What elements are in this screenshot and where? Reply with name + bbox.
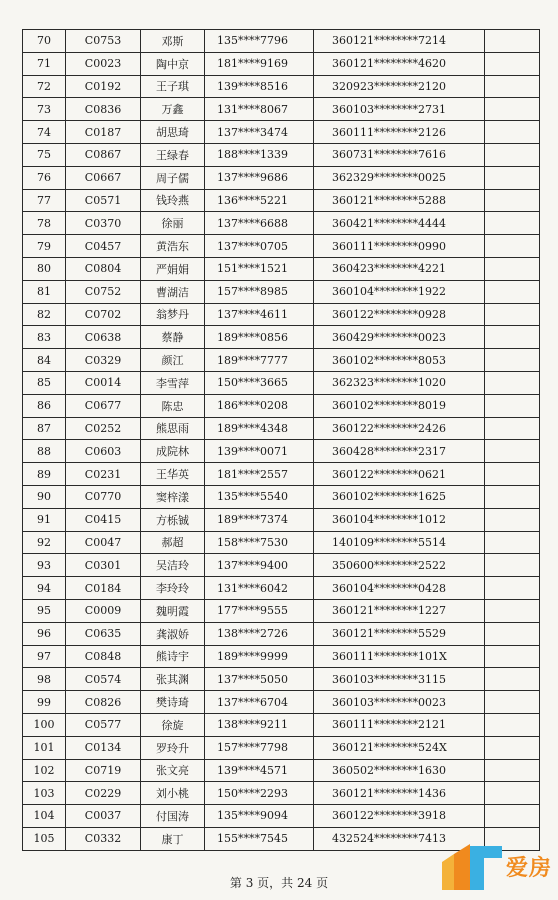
table-row xyxy=(23,52,540,75)
phone-number: 181****9169 xyxy=(205,52,314,75)
id-number: 360102********8019 xyxy=(314,394,485,417)
phone-number: 137****6704 xyxy=(205,691,314,714)
id-number: 360103********3115 xyxy=(314,668,485,691)
applicant-code: C0667 xyxy=(66,166,141,189)
house-logo-icon xyxy=(440,840,504,892)
phone-number: 150****3665 xyxy=(205,371,314,394)
applicant-code: C0719 xyxy=(66,759,141,782)
applicant-name: 成院林 xyxy=(141,440,205,463)
table-row xyxy=(23,645,540,668)
applicant-name: 万鑫 xyxy=(141,98,205,121)
table-row xyxy=(23,713,540,736)
empty-cell xyxy=(485,577,540,600)
applicant-name: 严娟娟 xyxy=(141,257,205,280)
empty-cell xyxy=(485,212,540,235)
id-number: 360423********4221 xyxy=(314,257,485,280)
id-number: 360103********0023 xyxy=(314,691,485,714)
applicant-table xyxy=(22,29,540,851)
row-number: 93 xyxy=(23,554,66,577)
table-row xyxy=(23,30,540,53)
applicant-name: 蔡静 xyxy=(141,326,205,349)
row-number: 102 xyxy=(23,759,66,782)
table-row xyxy=(23,235,540,258)
table-row xyxy=(23,394,540,417)
table-row xyxy=(23,691,540,714)
id-number: 360121********5529 xyxy=(314,622,485,645)
applicant-code: C0753 xyxy=(66,30,141,53)
empty-cell xyxy=(485,143,540,166)
id-number: 360104********1922 xyxy=(314,280,485,303)
row-number: 83 xyxy=(23,326,66,349)
empty-cell xyxy=(485,440,540,463)
applicant-name: 陶中京 xyxy=(141,52,205,75)
empty-cell xyxy=(485,531,540,554)
page-footer: 第 3 页，共 24 页 xyxy=(229,876,329,890)
empty-cell xyxy=(485,782,540,805)
empty-cell xyxy=(485,645,540,668)
phone-number: 189****0856 xyxy=(205,326,314,349)
row-number: 104 xyxy=(23,805,66,828)
empty-cell xyxy=(485,417,540,440)
row-number: 73 xyxy=(23,98,66,121)
phone-number: 135****7796 xyxy=(205,30,314,53)
phone-number: 138****9211 xyxy=(205,713,314,736)
table-row xyxy=(23,440,540,463)
empty-cell xyxy=(485,691,540,714)
empty-cell xyxy=(485,98,540,121)
applicant-name: 黄浩东 xyxy=(141,235,205,258)
empty-cell xyxy=(485,759,540,782)
table-row xyxy=(23,599,540,622)
empty-cell xyxy=(485,668,540,691)
id-number: 360111********0990 xyxy=(314,235,485,258)
id-number: 360121********5288 xyxy=(314,189,485,212)
empty-cell xyxy=(485,75,540,98)
applicant-code: C0332 xyxy=(66,827,141,850)
table-row xyxy=(23,326,540,349)
phone-number: 138****2726 xyxy=(205,622,314,645)
applicant-code: C0415 xyxy=(66,508,141,531)
applicant-name: 康丁 xyxy=(141,827,205,850)
row-number: 103 xyxy=(23,782,66,805)
applicant-code: C0014 xyxy=(66,371,141,394)
phone-number: 157****7798 xyxy=(205,736,314,759)
applicant-name: 窦梓漾 xyxy=(141,485,205,508)
table-row xyxy=(23,759,540,782)
applicant-code: C0370 xyxy=(66,212,141,235)
applicant-name: 钱玲燕 xyxy=(141,189,205,212)
applicant-code: C0329 xyxy=(66,349,141,372)
row-number: 74 xyxy=(23,121,66,144)
applicant-name: 翁梦丹 xyxy=(141,303,205,326)
applicant-name: 徐旋 xyxy=(141,713,205,736)
applicant-code: C0134 xyxy=(66,736,141,759)
table-row xyxy=(23,508,540,531)
row-number: 89 xyxy=(23,463,66,486)
row-number: 78 xyxy=(23,212,66,235)
phone-number: 139****0071 xyxy=(205,440,314,463)
phone-number: 181****2557 xyxy=(205,463,314,486)
id-number: 360122********3918 xyxy=(314,805,485,828)
applicant-name: 周子儒 xyxy=(141,166,205,189)
id-number: 140109********5514 xyxy=(314,531,485,554)
applicant-name: 熊诗宇 xyxy=(141,645,205,668)
empty-cell xyxy=(485,599,540,622)
id-number: 360111********2121 xyxy=(314,713,485,736)
empty-cell xyxy=(485,235,540,258)
id-number: 360111********2126 xyxy=(314,121,485,144)
empty-cell xyxy=(485,508,540,531)
applicant-code: C0867 xyxy=(66,143,141,166)
row-number: 77 xyxy=(23,189,66,212)
id-number: 320923********2120 xyxy=(314,75,485,98)
row-number: 75 xyxy=(23,143,66,166)
phone-number: 137****3474 xyxy=(205,121,314,144)
applicant-code: C0571 xyxy=(66,189,141,212)
applicant-name: 樊诗琦 xyxy=(141,691,205,714)
applicant-name: 罗玲升 xyxy=(141,736,205,759)
id-number: 362323********1020 xyxy=(314,371,485,394)
applicant-name: 刘小桃 xyxy=(141,782,205,805)
table-row xyxy=(23,417,540,440)
empty-cell xyxy=(485,121,540,144)
row-number: 92 xyxy=(23,531,66,554)
applicant-name: 郝超 xyxy=(141,531,205,554)
table-row xyxy=(23,212,540,235)
row-number: 86 xyxy=(23,394,66,417)
table-row xyxy=(23,463,540,486)
applicant-code: C0037 xyxy=(66,805,141,828)
empty-cell xyxy=(485,326,540,349)
applicant-name: 吴洁玲 xyxy=(141,554,205,577)
row-number: 97 xyxy=(23,645,66,668)
id-number: 360122********0928 xyxy=(314,303,485,326)
id-number: 360104********1012 xyxy=(314,508,485,531)
applicant-name: 熊思雨 xyxy=(141,417,205,440)
row-number: 84 xyxy=(23,349,66,372)
row-number: 94 xyxy=(23,577,66,600)
table-row xyxy=(23,166,540,189)
id-number: 360421********4444 xyxy=(314,212,485,235)
empty-cell xyxy=(485,280,540,303)
phone-number: 189****4348 xyxy=(205,417,314,440)
applicant-code: C0635 xyxy=(66,622,141,645)
row-number: 70 xyxy=(23,30,66,53)
phone-number: 135****9094 xyxy=(205,805,314,828)
phone-number: 151****1521 xyxy=(205,257,314,280)
id-number: 360122********0621 xyxy=(314,463,485,486)
table-row xyxy=(23,668,540,691)
row-number: 76 xyxy=(23,166,66,189)
row-number: 101 xyxy=(23,736,66,759)
phone-number: 186****0208 xyxy=(205,394,314,417)
id-number: 360122********2426 xyxy=(314,417,485,440)
table-row xyxy=(23,121,540,144)
applicant-code: C0192 xyxy=(66,75,141,98)
phone-number: 188****1339 xyxy=(205,143,314,166)
empty-cell xyxy=(485,554,540,577)
applicant-name: 魏明霞 xyxy=(141,599,205,622)
id-number: 360121********524X xyxy=(314,736,485,759)
phone-number: 157****8985 xyxy=(205,280,314,303)
row-number: 99 xyxy=(23,691,66,714)
empty-cell xyxy=(485,463,540,486)
table-row xyxy=(23,805,540,828)
phone-number: 189****9999 xyxy=(205,645,314,668)
id-number: 360502********1630 xyxy=(314,759,485,782)
phone-number: 189****7777 xyxy=(205,349,314,372)
applicant-name: 张其渊 xyxy=(141,668,205,691)
applicant-code: C0187 xyxy=(66,121,141,144)
row-number: 98 xyxy=(23,668,66,691)
watermark-text: 爱房 xyxy=(505,855,552,881)
applicant-name: 颜江 xyxy=(141,349,205,372)
applicant-code: C0836 xyxy=(66,98,141,121)
applicant-name: 王绿春 xyxy=(141,143,205,166)
id-number: 360428********2317 xyxy=(314,440,485,463)
applicant-code: C0047 xyxy=(66,531,141,554)
applicant-code: C0577 xyxy=(66,713,141,736)
empty-cell xyxy=(485,166,540,189)
empty-cell xyxy=(485,394,540,417)
id-number: 360429********0023 xyxy=(314,326,485,349)
row-number: 88 xyxy=(23,440,66,463)
applicant-code: C0752 xyxy=(66,280,141,303)
phone-number: 131****8067 xyxy=(205,98,314,121)
row-number: 90 xyxy=(23,485,66,508)
table-row xyxy=(23,531,540,554)
id-number: 360121********4620 xyxy=(314,52,485,75)
applicant-code: C0457 xyxy=(66,235,141,258)
row-number: 91 xyxy=(23,508,66,531)
phone-number: 139****8516 xyxy=(205,75,314,98)
applicant-name: 张文亮 xyxy=(141,759,205,782)
table-row xyxy=(23,280,540,303)
applicant-code: C0638 xyxy=(66,326,141,349)
applicant-code: C0184 xyxy=(66,577,141,600)
id-number: 432524********7413 xyxy=(314,827,485,850)
applicant-code: C0252 xyxy=(66,417,141,440)
applicant-name: 陈忠 xyxy=(141,394,205,417)
applicant-name: 付国涛 xyxy=(141,805,205,828)
id-number: 360103********2731 xyxy=(314,98,485,121)
applicant-code: C0229 xyxy=(66,782,141,805)
applicant-name: 徐丽 xyxy=(141,212,205,235)
table-row xyxy=(23,782,540,805)
phone-number: 136****5221 xyxy=(205,189,314,212)
row-number: 95 xyxy=(23,599,66,622)
table-row xyxy=(23,554,540,577)
applicant-code: C0231 xyxy=(66,463,141,486)
row-number: 79 xyxy=(23,235,66,258)
id-number: 350600********2522 xyxy=(314,554,485,577)
id-number: 360121********1436 xyxy=(314,782,485,805)
table-row xyxy=(23,303,540,326)
empty-cell xyxy=(485,52,540,75)
phone-number: 137****4611 xyxy=(205,303,314,326)
applicant-code: C0804 xyxy=(66,257,141,280)
empty-cell xyxy=(485,189,540,212)
empty-cell xyxy=(485,713,540,736)
phone-number: 189****7374 xyxy=(205,508,314,531)
id-number: 360731********7616 xyxy=(314,143,485,166)
empty-cell xyxy=(485,622,540,645)
empty-cell xyxy=(485,257,540,280)
phone-number: 137****6688 xyxy=(205,212,314,235)
empty-cell xyxy=(485,303,540,326)
phone-number: 177****9555 xyxy=(205,599,314,622)
applicant-name: 曹湖洁 xyxy=(141,280,205,303)
row-number: 85 xyxy=(23,371,66,394)
applicant-name: 方栎铖 xyxy=(141,508,205,531)
row-number: 100 xyxy=(23,713,66,736)
applicant-code: C0677 xyxy=(66,394,141,417)
watermark xyxy=(440,840,552,892)
id-number: 362329********0025 xyxy=(314,166,485,189)
id-number: 360102********1625 xyxy=(314,485,485,508)
phone-number: 137****0705 xyxy=(205,235,314,258)
id-number: 360111********101X xyxy=(314,645,485,668)
phone-number: 150****2293 xyxy=(205,782,314,805)
id-number: 360104********0428 xyxy=(314,577,485,600)
phone-number: 135****5540 xyxy=(205,485,314,508)
row-number: 105 xyxy=(23,827,66,850)
applicant-code: C0574 xyxy=(66,668,141,691)
row-number: 80 xyxy=(23,257,66,280)
table-row xyxy=(23,622,540,645)
applicant-code: C0770 xyxy=(66,485,141,508)
empty-cell xyxy=(485,371,540,394)
table-row xyxy=(23,257,540,280)
phone-number: 131****6042 xyxy=(205,577,314,600)
applicant-name: 龚淑娇 xyxy=(141,622,205,645)
phone-number: 137****9686 xyxy=(205,166,314,189)
id-number: 360121********1227 xyxy=(314,599,485,622)
table-row xyxy=(23,189,540,212)
applicant-name: 王子琪 xyxy=(141,75,205,98)
applicant-name: 李玲玲 xyxy=(141,577,205,600)
table-row xyxy=(23,485,540,508)
empty-cell xyxy=(485,805,540,828)
table-row xyxy=(23,371,540,394)
row-number: 72 xyxy=(23,75,66,98)
row-number: 96 xyxy=(23,622,66,645)
applicant-name: 邓斯 xyxy=(141,30,205,53)
id-number: 360121********7214 xyxy=(314,30,485,53)
applicant-code: C0848 xyxy=(66,645,141,668)
table-row xyxy=(23,577,540,600)
empty-cell xyxy=(485,736,540,759)
row-number: 87 xyxy=(23,417,66,440)
applicant-code: C0301 xyxy=(66,554,141,577)
phone-number: 137****5050 xyxy=(205,668,314,691)
applicant-code: C0702 xyxy=(66,303,141,326)
table-row xyxy=(23,75,540,98)
table-row xyxy=(23,349,540,372)
empty-cell xyxy=(485,485,540,508)
row-number: 71 xyxy=(23,52,66,75)
empty-cell xyxy=(485,349,540,372)
applicant-code: C0603 xyxy=(66,440,141,463)
empty-cell xyxy=(485,30,540,53)
table-row xyxy=(23,98,540,121)
applicant-name: 王华英 xyxy=(141,463,205,486)
phone-number: 137****9400 xyxy=(205,554,314,577)
phone-number: 155****7545 xyxy=(205,827,314,850)
table-row xyxy=(23,736,540,759)
applicant-code: C0023 xyxy=(66,52,141,75)
applicant-code: C0009 xyxy=(66,599,141,622)
applicant-name: 胡思琦 xyxy=(141,121,205,144)
phone-number: 158****7530 xyxy=(205,531,314,554)
table-row xyxy=(23,143,540,166)
id-number: 360102********8053 xyxy=(314,349,485,372)
row-number: 81 xyxy=(23,280,66,303)
applicant-code: C0826 xyxy=(66,691,141,714)
row-number: 82 xyxy=(23,303,66,326)
phone-number: 139****4571 xyxy=(205,759,314,782)
applicant-name: 李雪萍 xyxy=(141,371,205,394)
